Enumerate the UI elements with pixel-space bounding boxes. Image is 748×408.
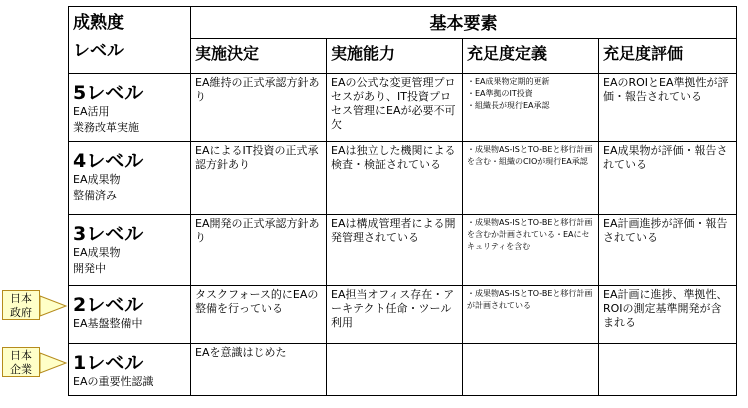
level-sub2: 開発中 [73, 261, 106, 275]
capability-cell [327, 343, 463, 395]
level-cell [69, 73, 191, 142]
level-name: 5レベル [73, 81, 144, 104]
basic-elements-header: 基本要素 [191, 7, 737, 39]
enterprise-callout-pointer [38, 349, 74, 379]
level-sub1: EA活用 [73, 104, 110, 118]
level-sub1: EA成果物 [73, 245, 121, 259]
column-header-decision: 実施決定 [191, 39, 327, 73]
table-row [69, 142, 737, 215]
table-row [69, 285, 737, 343]
decision-cell: EA開発の正式承認方針あり [191, 214, 327, 285]
table-row [69, 343, 737, 395]
government-tag-line2: 政府 [10, 306, 32, 319]
definition-cell [463, 343, 599, 395]
level-name: 4レベル [73, 150, 144, 173]
government-tag [2, 290, 40, 320]
maturity-level-header [69, 7, 191, 74]
decision-cell: タスクフォース的にEAの整備を行っている [191, 285, 327, 343]
table-row [69, 214, 737, 285]
government-callout-pointer [38, 292, 74, 322]
capability-cell: EAは独立した機関による検査・検証されている [327, 142, 463, 215]
capability-cell: EAの公式な変更管理プロセスがあり、IT投資プロセス管理にEAが必要不可欠 [327, 73, 463, 142]
decision-cell: EA維持の正式承認方針あり [191, 73, 327, 142]
header-row-top [69, 7, 737, 39]
definition-cell: ・成果物AS-ISとTO-BEと移行計画が計画されている [463, 285, 599, 343]
enterprise-tag-line2: 企業 [10, 363, 32, 376]
level-sub1: EA成果物 [73, 173, 121, 187]
decision-cell: EAによるIT投資の正式承認方針あり [191, 142, 327, 215]
definition-cell: ・成果物AS-ISとTO-BEと移行計画を含むか計画されている・EAにセキュリティを含む [463, 214, 599, 285]
level-name: 1レベル [73, 351, 144, 374]
capability-cell: EA担当オフィス存在・アーキテクト任命・ツール利用 [327, 285, 463, 343]
level-cell [69, 142, 191, 215]
level-sub2: 業務改革実施 [73, 120, 139, 134]
maturity-level-header-line2: レベル [73, 41, 124, 61]
level-cell [69, 285, 191, 343]
column-header-definition: 充足度定義 [463, 39, 599, 73]
level-cell [69, 343, 191, 395]
level-name: 3レベル [73, 222, 144, 245]
level-cell [69, 214, 191, 285]
definition-cell: ・成果物AS-ISとTO-BEと移行計画を含む・組織のCIOが現行EA承認 [463, 142, 599, 215]
column-header-evaluation: 充足度評価 [599, 39, 737, 73]
evaluation-cell: EA計画に進捗、準拠性、ROIの測定基準開発が含まれる [599, 285, 737, 343]
enterprise-tag-line1: 日本 [10, 349, 32, 362]
level-sub1: EA基盤整備中 [73, 316, 143, 330]
capability-cell: EAは構成管理者による開発管理されている [327, 214, 463, 285]
evaluation-cell: EA計画進捗が評価・報告されている [599, 214, 737, 285]
level-name: 2レベル [73, 293, 144, 316]
evaluation-cell: EAのROIとEA準拠性が評価・報告されている [599, 73, 737, 142]
column-header-capability: 実施能力 [327, 39, 463, 73]
level-sub2: 整備済み [73, 189, 117, 203]
level-sub1: EAの重要性認識 [73, 374, 154, 388]
evaluation-cell [599, 343, 737, 395]
maturity-level-header-line1: 成熟度 [73, 13, 124, 33]
government-tag-line1: 日本 [10, 292, 32, 305]
evaluation-cell: EA成果物が評価・報告されている [599, 142, 737, 215]
definition-cell: ・EA成果物定期的更新 ・EA準拠のIT投資 ・組織長が現行EA承認 [463, 73, 599, 142]
table-row [69, 73, 737, 142]
enterprise-tag [2, 347, 40, 377]
maturity-table [68, 6, 737, 396]
decision-cell: EAを意識はじめた [191, 343, 327, 395]
